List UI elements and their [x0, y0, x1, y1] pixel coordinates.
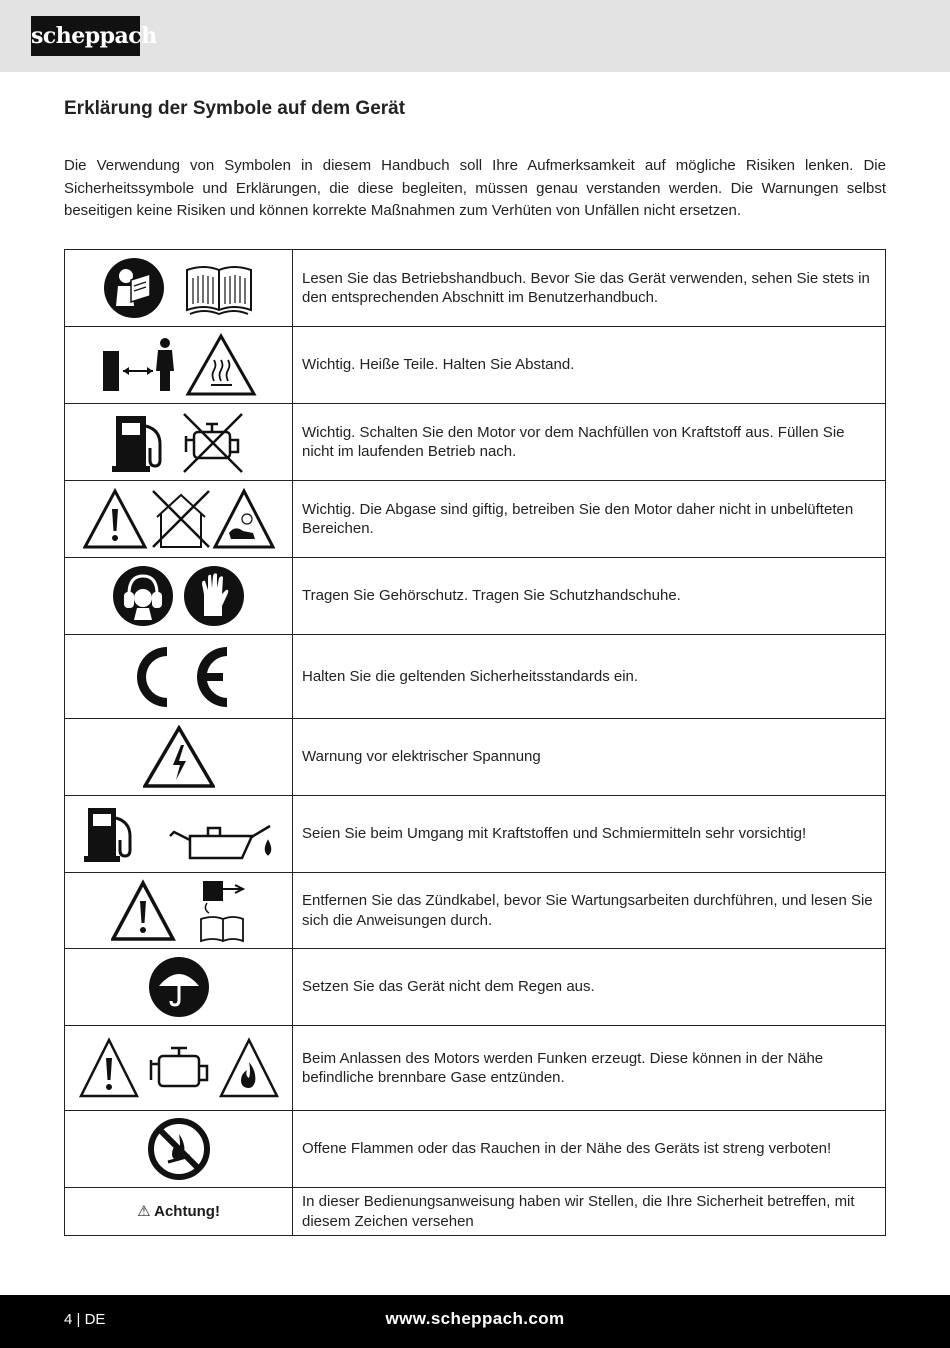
ce-mark-icon [137, 647, 227, 707]
achtung-label: ⚠ Achtung! [137, 1203, 220, 1220]
symbol-description: Setzen Sie das Gerät nicht dem Regen aus. [293, 949, 886, 1026]
fuel-pump-icon [112, 416, 160, 472]
table-row [65, 949, 886, 1026]
warning-icon [113, 883, 173, 939]
table-row [65, 558, 886, 635]
symbols-table [64, 249, 886, 1236]
symbol-description: Halten Sie die geltenden Sicherheitsstandards ein. [293, 635, 886, 719]
symbol-cell [65, 873, 293, 949]
keep-distance-icon [103, 338, 174, 391]
spark-plug-manual-icon [201, 881, 243, 941]
table-row [65, 404, 886, 481]
symbol-description: Wichtig. Schalten Sie den Motor vor dem Nachfüllen von Kraftstoff aus. Füllen Sie nicht im laufenden Betrieb nach. [293, 404, 886, 481]
no-indoor-use-icon [153, 491, 209, 547]
table-row [65, 1026, 886, 1111]
table-row [65, 719, 886, 796]
symbol-description: In dieser Bedienungsanweisung haben wir Stellen, die Ihre Sicherheit betreffen, mit diesem Zeichen versehen [293, 1188, 886, 1236]
intro-paragraph: Die Verwendung von Symbolen in diesem Handbuch soll Ihre Aufmerksamkeit auf mögliche Risiken lenken. Die Sicherheitssymbole und Erklärungen, die diese begleiten, müssen genau verstanden werden. Die Warnungen selbst beseitigen keine Risiken und können korrekte Maßnahmen zum Verhüten von Unfällen nicht ersetzen. [64, 157, 886, 219]
table-row [65, 250, 886, 327]
header-bar [0, 0, 950, 72]
flammable-warning-icon [221, 1040, 277, 1096]
engine-off-icon [184, 414, 242, 472]
symbol-cell [65, 796, 293, 873]
symbol-description: Seien Sie beim Umgang mit Kraftstoffen und Schmiermitteln sehr vorsichtig! [293, 796, 886, 873]
table-row [65, 327, 886, 404]
fuel-pump-icon [84, 808, 130, 862]
website-link[interactable]: www.scheppach.com [385, 1309, 565, 1328]
table-row [65, 635, 886, 719]
umbrella-icon [149, 957, 209, 1017]
symbol-cell [65, 481, 293, 558]
table-row [65, 1188, 886, 1236]
no-open-flame-icon [151, 1121, 207, 1177]
symbol-cell [65, 250, 293, 327]
symbol-description: Wichtig. Heiße Teile. Halten Sie Abstand. [293, 327, 886, 404]
hot-surface-warning-icon [188, 336, 254, 394]
symbol-cell [65, 635, 293, 719]
symbol-cell [65, 1188, 293, 1236]
open-book-icon [187, 267, 251, 314]
symbol-cell [65, 558, 293, 635]
symbol-description: Lesen Sie das Betriebshandbuch. Bevor Sie das Gerät verwenden, sehen Sie stets in den entsprechenden Abschnitt im Benutzerhandbuch. [293, 250, 886, 327]
protective-gloves-icon [184, 566, 244, 626]
table-row [65, 873, 886, 949]
symbol-cell [65, 404, 293, 481]
read-manual-icon [104, 258, 164, 318]
footer-bar [0, 1295, 950, 1348]
ear-protection-icon [113, 566, 173, 626]
symbol-description: Warnung vor elektrischer Spannung [293, 719, 886, 796]
warning-icon [85, 491, 145, 547]
page-title: Erklärung der Symbole auf dem Gerät [64, 98, 406, 119]
table-row [65, 796, 886, 873]
symbol-cell [65, 327, 293, 404]
symbol-cell [65, 949, 293, 1026]
table-row [65, 481, 886, 558]
warning-icon [81, 1040, 137, 1096]
electric-voltage-warning-icon [145, 728, 213, 786]
symbol-cell [65, 719, 293, 796]
symbol-description: Tragen Sie Gehörschutz. Tragen Sie Schutzhandschuhe. [293, 558, 886, 635]
symbol-description: Offene Flammen oder das Rauchen in der Nähe des Geräts ist streng verboten! [293, 1111, 886, 1188]
symbol-description: Beim Anlassen des Motors werden Funken erzeugt. Diese können in der Nähe befindliche brennbare Gase entzünden. [293, 1026, 886, 1111]
symbol-description: Entfernen Sie das Zündkabel, bevor Sie Wartungsarbeiten durchführen, und lesen Sie sich die Anweisungen durch. [293, 873, 886, 949]
symbol-cell [65, 1111, 293, 1188]
scheppach-logo: scheppach [31, 16, 140, 56]
engine-icon [151, 1048, 207, 1086]
page-number: 4 | DE [64, 1311, 106, 1328]
symbol-description: Wichtig. Die Abgase sind giftig, betreiben Sie den Motor daher nicht in unbelüfteten Bereichen. [293, 481, 886, 558]
oil-can-icon [170, 826, 270, 858]
symbol-cell [65, 1026, 293, 1111]
table-row [65, 1111, 886, 1188]
toxic-fumes-warning-icon [215, 491, 273, 547]
